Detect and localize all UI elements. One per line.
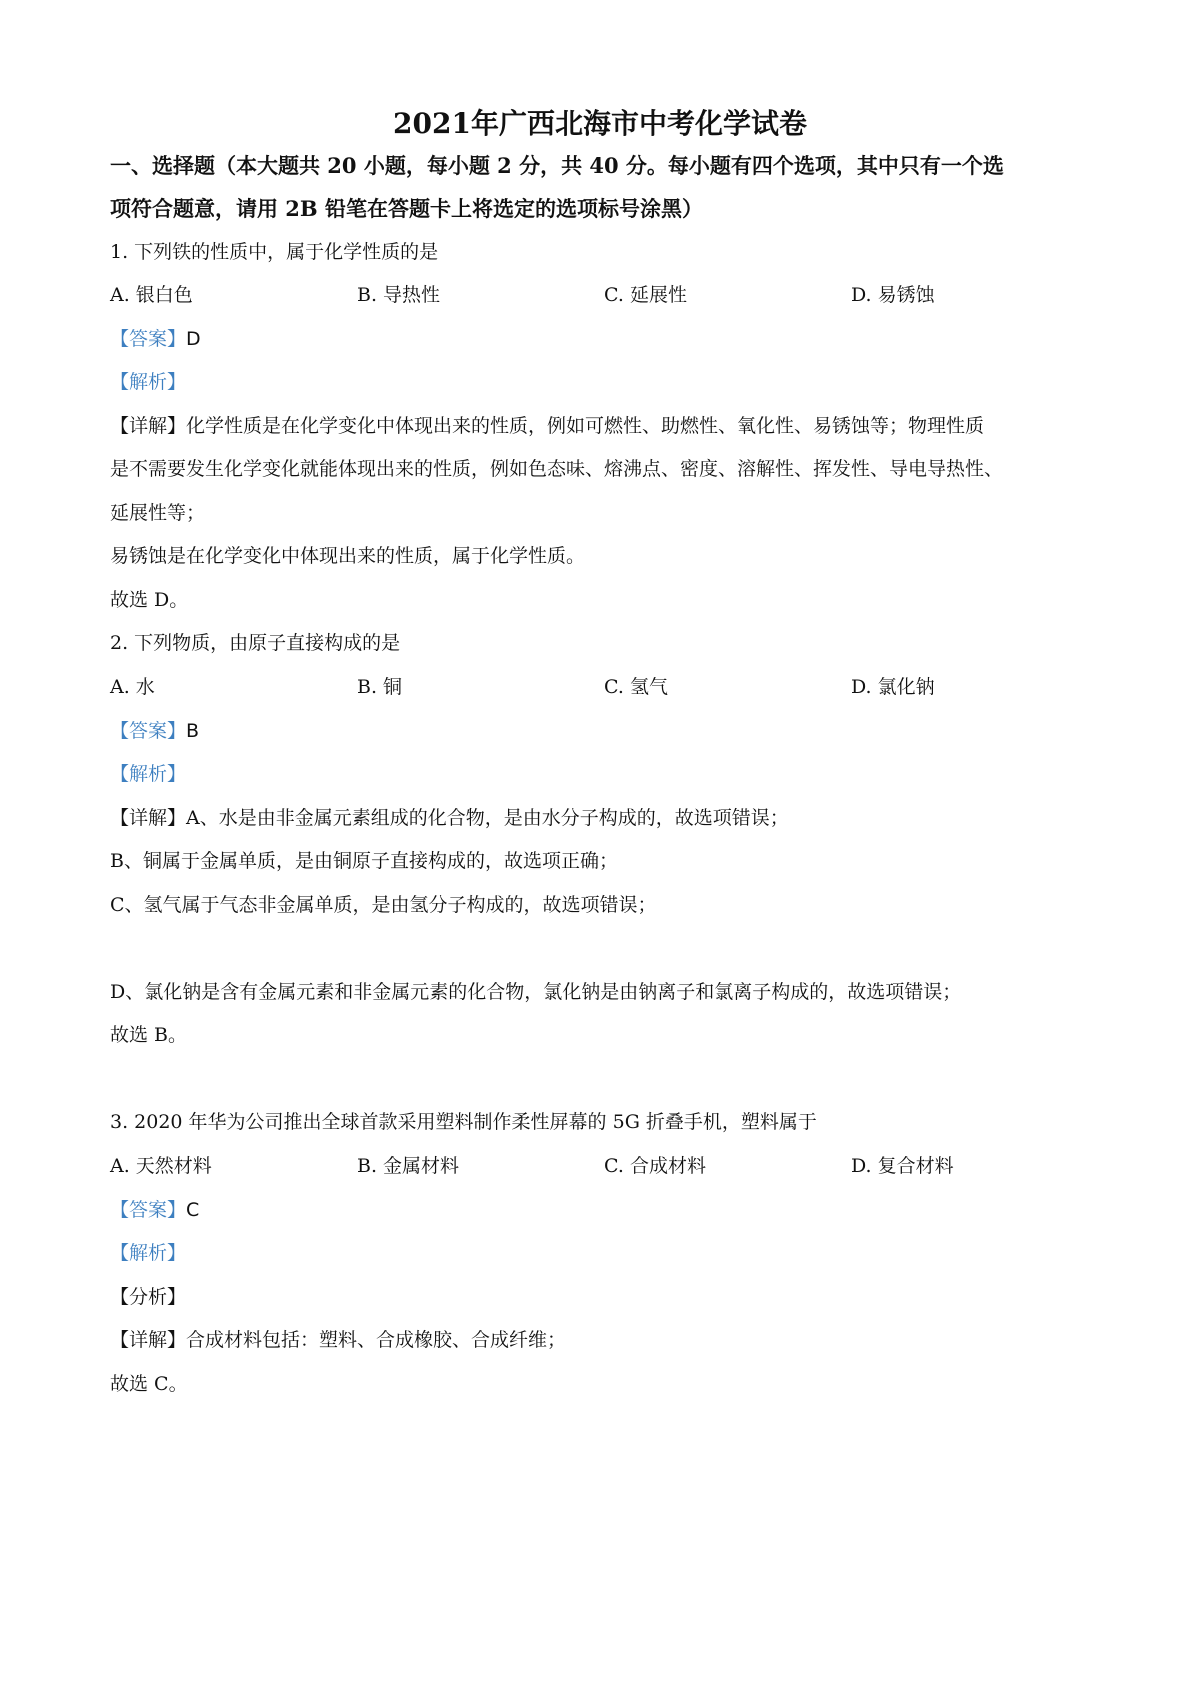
section-heading-line-2: 项符合题意，请用 2B 铅笔在答题卡上将选定的选项标号涂黑）: [110, 196, 703, 221]
q3-answer-value: C: [186, 1199, 200, 1221]
q1-question: 1. 下列铁的性质中，属于化学性质的是: [110, 241, 439, 263]
exam-title: 2021年广西北海市中考化学试卷: [393, 107, 807, 140]
q2-question: 2. 下列物质，由原子直接构成的是: [110, 632, 401, 654]
q3-question: 3. 2020 年华为公司推出全球首款采用塑料制作柔性屏幕的 5G 折叠手机，塑料属于: [110, 1111, 817, 1133]
q3-fenxi-label: 【分析】: [110, 1286, 187, 1308]
q1-detail-text-1: 化学性质是在化学变化中体现出来的性质，例如可燃性、助燃性、氧化性、易锈蚀等；物理性质: [186, 415, 985, 437]
q1-answer-row: [110, 324, 1110, 354]
q2-detail-line-2: B、铜属于金属单质，是由铜原子直接构成的，故选项正确；: [110, 850, 618, 872]
q2-conclusion: 故选 B。: [110, 1024, 188, 1046]
q2-detail-line-4: D、氯化钠是含有金属元素和非金属元素的化合物，氯化钠是由钠离子和氯离子构成的，故选项错误；: [110, 981, 962, 1003]
q3-answer-row: [110, 1195, 1110, 1225]
detail-label: 【详解】: [110, 1329, 187, 1351]
detail-label: 【详解】: [110, 415, 187, 437]
section-heading-line-1: 一、选择题（本大题共 20 小题，每小题 2 分，共 40 分。每小题有四个选项，其中只有一个选: [110, 153, 1004, 178]
q1-detail-line-2: 是不需要发生化学变化就能体现出来的性质，例如色态味、熔沸点、密度、溶解性、挥发性、导电导热性、: [110, 458, 1004, 480]
q2-option-a: A. 水: [110, 676, 155, 698]
q1-option-d: D. 易锈蚀: [851, 284, 935, 306]
q3-option-a: A. 天然材料: [110, 1155, 212, 1177]
q2-option-c: C. 氢气: [604, 676, 668, 698]
answer-label: 【答案】: [110, 328, 187, 350]
q3-detail-line-1: [110, 1325, 1110, 1355]
answer-label: 【答案】: [110, 720, 187, 742]
q3-conclusion: 故选 C。: [110, 1373, 188, 1395]
q1-answer-value: D: [186, 328, 201, 350]
q1-detail-line-4: 易锈蚀是在化学变化中体现出来的性质，属于化学性质。: [110, 545, 586, 567]
q3-analysis-label: 【解析】: [110, 1242, 187, 1264]
q2-analysis-label: 【解析】: [110, 763, 187, 785]
q1-option-b: B. 导热性: [357, 284, 441, 306]
q2-option-b: B. 铜: [357, 676, 403, 698]
q3-detail-text-1: 合成材料包括：塑料、合成橡胶、合成纤维；: [186, 1329, 567, 1351]
q2-detail-text-1: A、水是由非金属元素组成的化合物，是由水分子构成的，故选项错误；: [186, 807, 789, 829]
q2-detail-line-1: [110, 803, 1110, 833]
q2-answer-value: B: [186, 720, 200, 742]
q1-conclusion: 故选 D。: [110, 589, 189, 611]
q1-option-c: C. 延展性: [604, 284, 687, 306]
q2-answer-row: [110, 716, 1110, 746]
q3-option-d: D. 复合材料: [851, 1155, 954, 1177]
q2-detail-line-3: C、氢气属于气态非金属单质，是由氢分子构成的，故选项错误；: [110, 894, 657, 916]
answer-label: 【答案】: [110, 1199, 187, 1221]
q1-analysis-label: 【解析】: [110, 371, 187, 393]
q1-detail-line-3: 延展性等；: [110, 502, 206, 524]
q1-option-a: A. 银白色: [110, 284, 193, 306]
q3-option-b: B. 金属材料: [357, 1155, 460, 1177]
q2-option-d: D. 氯化钠: [851, 676, 935, 698]
q3-option-c: C. 合成材料: [604, 1155, 706, 1177]
detail-label: 【详解】: [110, 807, 187, 829]
q1-detail-line-1: [110, 411, 1110, 441]
